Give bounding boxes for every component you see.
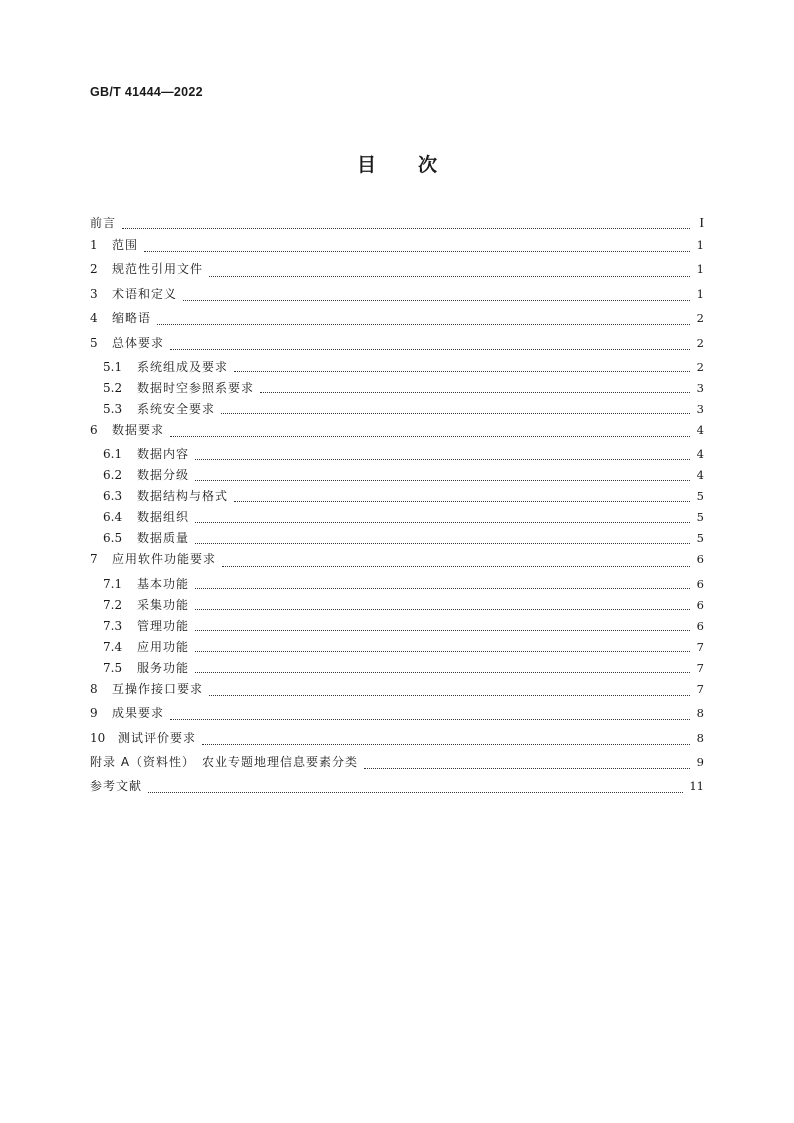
toc-entry-page: 6	[696, 597, 704, 612]
toc-entry-number: 6	[90, 422, 98, 437]
toc-entry-number: 8	[90, 681, 98, 696]
toc-entry[interactable]	[90, 238, 704, 262]
toc-entry-label: 数据质量	[137, 531, 190, 546]
toc-entry-label: 互操作接口要求	[112, 681, 204, 696]
toc-dot-leader	[221, 413, 690, 414]
toc-entry-page: 2	[696, 311, 704, 326]
toc-entry-page: 11	[689, 779, 704, 794]
toc-dot-leader	[148, 792, 683, 793]
toc-entry-page: 1	[696, 262, 704, 277]
toc-entry-label: 术语和定义	[112, 286, 178, 301]
toc-entry-number: 3	[90, 286, 98, 301]
toc-entry-label: 规范性引用文件	[112, 262, 204, 277]
toc-entry[interactable]	[90, 423, 704, 447]
toc-entry[interactable]	[90, 447, 704, 468]
toc-entry-label: 应用软件功能要求	[112, 552, 217, 567]
toc-dot-leader	[234, 371, 690, 372]
toc-dot-leader	[170, 436, 690, 437]
toc-entry-page: 5	[696, 489, 704, 504]
toc-entry-label: 采集功能	[137, 597, 190, 612]
toc-entry[interactable]	[90, 336, 704, 360]
toc-entry-page: I	[699, 216, 704, 231]
toc-dot-leader	[260, 392, 690, 393]
toc-entry-number: 7.3	[103, 618, 123, 633]
toc-entry-number: 5.1	[103, 359, 123, 374]
toc-entry-page: 7	[696, 639, 704, 654]
toc-entry-page: 6	[696, 618, 704, 633]
toc-entry-number: 6.2	[103, 468, 123, 483]
toc-dot-leader	[195, 543, 690, 544]
toc-entry-page: 7	[696, 660, 704, 675]
toc-entry-page: 6	[696, 576, 704, 591]
title-char-2: 次	[418, 154, 438, 176]
toc-dot-leader	[195, 459, 690, 460]
toc-entry[interactable]	[90, 402, 704, 423]
toc-entry-label: 数据时空参照系要求	[137, 380, 255, 395]
toc-dot-leader	[195, 609, 690, 610]
toc-entry[interactable]	[90, 360, 704, 381]
toc-entry-number: 2	[90, 262, 98, 277]
toc-entry-page: 1	[696, 238, 704, 252]
toc-entry-page: 7	[696, 681, 704, 696]
title-char-1: 目	[356, 154, 376, 176]
toc-entry-page: 9	[696, 754, 704, 769]
toc-entry[interactable]	[90, 287, 704, 311]
toc-entry-number: 1	[90, 238, 98, 252]
toc-entry[interactable]	[90, 706, 704, 730]
toc-entry-number: 5.3	[103, 401, 123, 416]
toc-entry-number: 6.4	[103, 510, 123, 525]
toc-entry-page: 3	[696, 401, 704, 416]
table-of-contents	[90, 216, 704, 804]
toc-dot-leader	[183, 300, 690, 301]
toc-dot-leader	[195, 480, 690, 481]
toc-entry-label: 系统组成及要求	[137, 359, 229, 374]
toc-entry[interactable]	[90, 468, 704, 489]
toc-entry-label: 管理功能	[137, 618, 190, 633]
toc-entry-number: 7.4	[103, 639, 123, 654]
toc-entry[interactable]	[90, 619, 704, 640]
toc-dot-leader	[209, 695, 690, 696]
toc-entry-number: 7	[90, 552, 98, 567]
toc-entry-label: 缩略语	[112, 311, 152, 326]
toc-entry-number: 6.1	[103, 447, 123, 462]
toc-entry[interactable]	[90, 577, 704, 598]
toc-entry-page: 6	[696, 552, 704, 567]
toc-entry-page: 8	[696, 730, 704, 745]
toc-dot-leader	[157, 324, 690, 325]
toc-entry-label: 数据内容	[137, 447, 190, 462]
toc-dot-leader	[234, 501, 690, 502]
toc-dot-leader	[170, 719, 690, 720]
toc-entry-label: 服务功能	[137, 660, 190, 675]
toc-dot-leader	[195, 651, 690, 652]
toc-entry-label: 成果要求	[112, 706, 165, 721]
toc-entry[interactable]	[90, 640, 704, 661]
toc-entry-number: 5	[90, 335, 98, 350]
toc-entry-number: 10	[90, 730, 106, 745]
page-title	[0, 150, 794, 177]
toc-entry-label: 附录 A（资料性） 农业专题地理信息要素分类	[90, 754, 359, 769]
toc-entry-number: 4	[90, 311, 98, 326]
toc-entry[interactable]	[90, 552, 704, 576]
toc-entry[interactable]	[90, 598, 704, 619]
toc-entry-number: 7.1	[103, 576, 123, 591]
toc-dot-leader	[195, 672, 690, 673]
toc-entry-label: 系统安全要求	[137, 401, 216, 416]
toc-dot-leader	[209, 276, 690, 277]
toc-dot-leader	[195, 588, 690, 589]
toc-entry-page: 5	[696, 531, 704, 546]
toc-entry-label: 基本功能	[137, 576, 190, 591]
toc-entry[interactable]	[90, 731, 704, 755]
toc-entry-label: 数据分级	[137, 468, 190, 483]
toc-entry-number: 9	[90, 706, 98, 721]
toc-entry-page: 2	[696, 359, 704, 374]
standard-code: GB/T 41444—2022	[90, 85, 203, 99]
toc-dot-leader	[170, 349, 690, 350]
toc-entry-page: 4	[696, 468, 704, 483]
toc-entry-label: 测试评价要求	[118, 730, 197, 745]
toc-entry-number: 6.3	[103, 489, 123, 504]
toc-dot-leader	[195, 522, 690, 523]
toc-entry-page: 8	[696, 706, 704, 721]
toc-dot-leader	[222, 566, 690, 567]
toc-entry-label: 总体要求	[112, 335, 165, 350]
toc-entry[interactable]	[90, 381, 704, 402]
toc-dot-leader	[122, 228, 690, 229]
toc-entry-page: 5	[696, 510, 704, 525]
toc-entry-page: 3	[696, 380, 704, 395]
toc-entry-number: 7.5	[103, 660, 123, 675]
toc-entry-page: 1	[696, 286, 704, 301]
toc-entry[interactable]	[90, 311, 704, 335]
toc-entry[interactable]	[90, 489, 704, 510]
toc-entry-number: 7.2	[103, 597, 123, 612]
toc-entry-label: 数据组织	[137, 510, 190, 525]
toc-entry[interactable]	[90, 262, 704, 286]
toc-entry-label: 参考文献	[90, 779, 143, 794]
toc-entry-page: 4	[696, 422, 704, 437]
toc-entry[interactable]	[90, 779, 704, 803]
toc-entry-label: 数据要求	[112, 422, 165, 437]
toc-dot-leader	[364, 768, 690, 769]
toc-entry-page: 4	[696, 447, 704, 462]
toc-entry-label: 范围	[112, 238, 139, 252]
toc-entry-label: 数据结构与格式	[137, 489, 229, 504]
toc-entry-label: 应用功能	[137, 639, 190, 654]
toc-entry-page: 2	[696, 335, 704, 350]
toc-entry[interactable]	[90, 661, 704, 682]
toc-entry-number: 6.5	[103, 531, 123, 546]
toc-dot-leader	[195, 630, 690, 631]
toc-entry[interactable]	[90, 531, 704, 552]
toc-entry[interactable]	[90, 216, 704, 238]
toc-entry-label: 前言	[90, 216, 117, 230]
toc-entry-number: 5.2	[103, 380, 123, 395]
toc-entry[interactable]	[90, 510, 704, 531]
toc-entry[interactable]	[90, 682, 704, 706]
toc-dot-leader	[202, 744, 690, 745]
toc-entry[interactable]	[90, 755, 704, 779]
toc-dot-leader	[144, 251, 690, 252]
